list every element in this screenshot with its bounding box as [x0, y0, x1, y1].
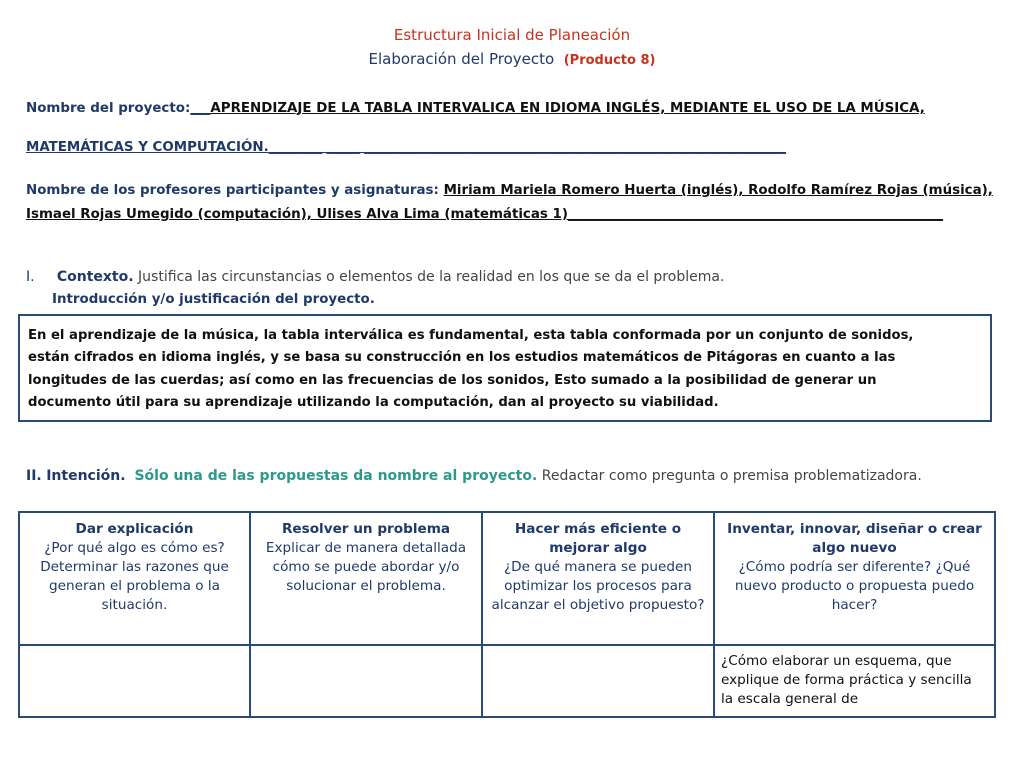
intention-number: II. [26, 468, 42, 484]
context-sublabel: Introducción y/o justificación del proyecto. [52, 292, 375, 307]
column-improve [482, 512, 714, 645]
project-name-line1 [26, 101, 925, 116]
answer-cell-explain[interactable] [19, 645, 250, 717]
teachers-blank-suffix: ________________________________________________________ [567, 207, 943, 222]
project-name-part1: APRENDIZAJE DE LA TABLA INTERVALICA EN IDIOMA INGLÉS, MEDIANTE EL USO DE LA MÚSICA, [210, 101, 925, 116]
teachers-label: Nombre de los profesores participantes y asignaturas: [26, 183, 439, 198]
context-label: Contexto. [56, 269, 134, 285]
answer-cell-solve[interactable] [250, 645, 482, 717]
intention-heading [26, 468, 922, 484]
project-blank-prefix: ___ [190, 101, 211, 116]
column-description: ¿Por qué algo es cómo es? Determinar las razones que generan el problema o la situación. [40, 540, 229, 613]
teachers-names-2: Ismael Rojas Umegido (computación), Ulises Alva Lima (matemáticas 1) [26, 207, 568, 222]
column-solve [250, 512, 482, 645]
context-number: I. [26, 269, 35, 285]
column-description: Explicar de manera detallada cómo se puede abordar y/o solucionar el problema. [265, 540, 467, 594]
table-answer-row [19, 645, 995, 717]
project-name-line2 [26, 140, 786, 155]
teachers-line2 [26, 207, 943, 222]
column-heading: Inventar, innovar, diseñar o crear algo nuevo [727, 521, 982, 556]
teachers-names-1: Miriam Mariela Romero Huerta (inglés), Rodolfo Ramírez Rojas (música), [443, 183, 993, 198]
context-instruction: Justifica las circunstancias o elementos de la realidad en los que se da el problema. [138, 269, 725, 285]
teachers-line1 [26, 183, 993, 198]
project-blank-suffix: ________ _____ _______________________________________________________________ [268, 140, 787, 155]
intention-label: Intención. [46, 468, 126, 484]
project-name-part2: MATEMÁTICAS Y COMPUTACIÓN. [26, 140, 269, 155]
intention-instruction: Redactar como pregunta o premisa problematizadora. [541, 468, 922, 484]
context-body-line2: están cifrados en idioma inglés, y se basa su construcción en los estudios matemáticos de Pitágoras en cuanto a las [28, 350, 896, 366]
column-heading: Hacer más eficiente o mejorar algo [514, 521, 682, 556]
answer-cell-improve[interactable] [482, 645, 714, 717]
project-label: Nombre del proyecto: [26, 101, 191, 116]
context-textbox [18, 314, 992, 422]
intention-table [18, 511, 996, 718]
intention-note: Sólo una de las propuestas da nombre al proyecto. [134, 468, 538, 484]
column-invent [714, 512, 995, 645]
column-heading: Dar explicación [75, 521, 194, 537]
context-body-line1: En el aprendizaje de la música, la tabla interválica es fundamental, esta tabla conformada por un conjunto de sonidos, [28, 328, 914, 343]
page-title: Estructura Inicial de Planeación [393, 26, 631, 44]
column-description: ¿Cómo podría ser diferente? ¿Qué nuevo producto o propuesta puedo hacer? [734, 559, 975, 613]
page-subtitle [0, 50, 1024, 68]
column-description: ¿De qué manera se pueden optimizar los procesos para alcanzar el objetivo propuesto? [491, 559, 705, 613]
context-heading [26, 269, 724, 285]
answer-cell-invent[interactable]: ¿Cómo elaborar un esquema, que explique de forma práctica y sencilla la escala general de [714, 645, 995, 717]
column-explain [19, 512, 250, 645]
column-heading: Resolver un problema [281, 521, 451, 537]
table-header-row [19, 512, 995, 645]
product-tag: (Producto 8) [563, 53, 656, 68]
context-body-line4: documento útil para su aprendizaje utilizando la computación, dan al proyecto su viabilidad. [28, 395, 719, 411]
context-body-line3: longitudes de las cuerdas; así como en las frecuencias de los sonidos, Esto sumado a la posibilidad de generar un [28, 372, 877, 388]
subtitle-text: Elaboración del Proyecto [368, 50, 555, 68]
